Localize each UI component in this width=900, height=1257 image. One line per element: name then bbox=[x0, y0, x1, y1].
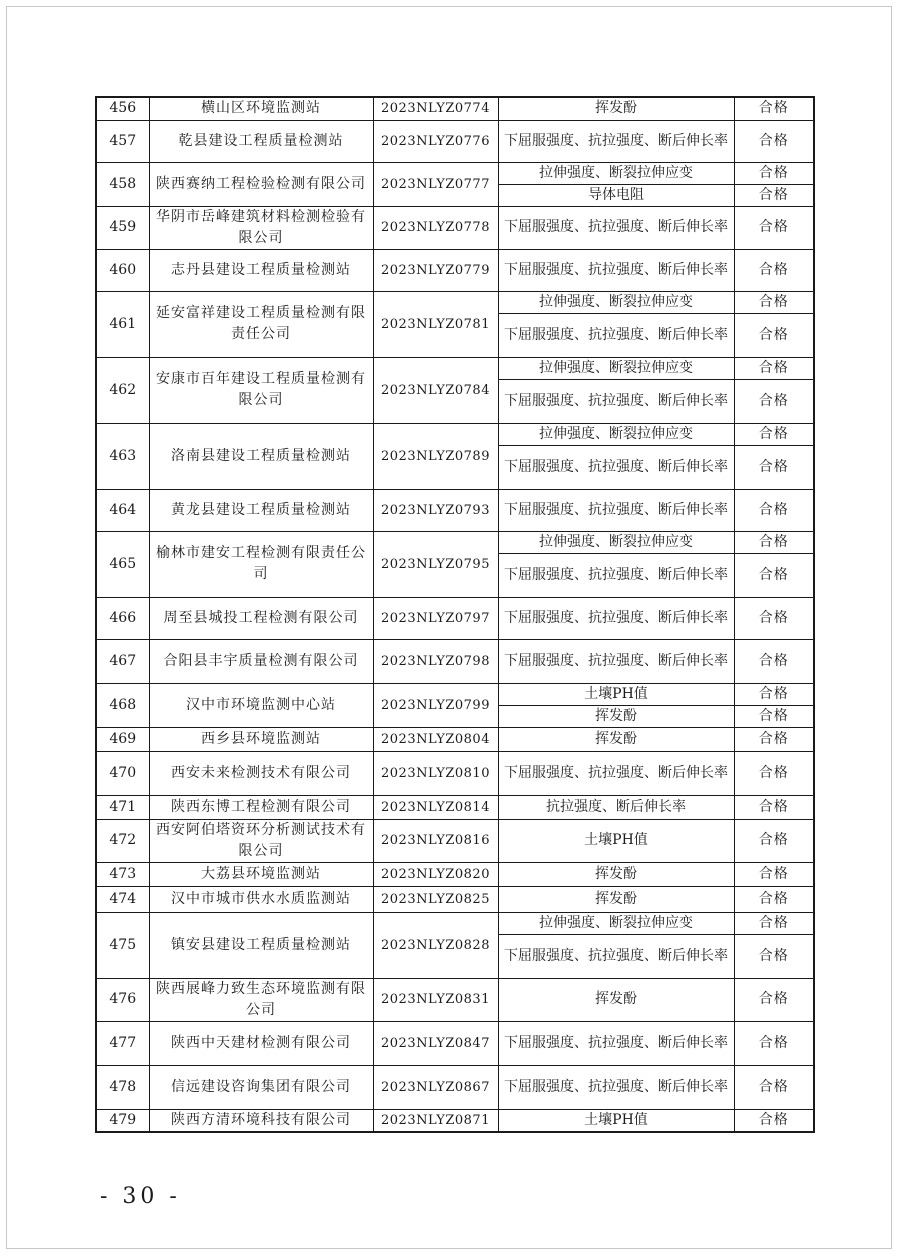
sample-code: 2023NLYZ0828 bbox=[373, 912, 498, 978]
organization-name: 镇安县建设工程质量检测站 bbox=[149, 912, 373, 978]
test-result: 合格 bbox=[734, 912, 814, 934]
test-item: 拉伸强度、断裂拉伸应变 bbox=[498, 357, 734, 379]
sample-code: 2023NLYZ0778 bbox=[373, 206, 498, 249]
test-item: 下屈服强度、抗拉强度、断后伸长率 bbox=[498, 639, 734, 683]
table-row bbox=[96, 751, 814, 795]
row-number: 470 bbox=[96, 751, 149, 795]
organization-name: 周至县城投工程检测有限公司 bbox=[149, 597, 373, 639]
test-result: 合格 bbox=[734, 291, 814, 313]
test-result: 合格 bbox=[734, 705, 814, 727]
sample-code: 2023NLYZ0799 bbox=[373, 683, 498, 727]
organization-name: 榆林市建安工程检测有限责任公司 bbox=[149, 531, 373, 597]
table-row bbox=[96, 639, 814, 683]
test-item: 下屈服强度、抗拉强度、断后伸长率 bbox=[498, 553, 734, 597]
row-number: 469 bbox=[96, 727, 149, 751]
organization-name: 信远建设咨询集团有限公司 bbox=[149, 1065, 373, 1109]
sample-code: 2023NLYZ0816 bbox=[373, 819, 498, 862]
test-item: 挥发酚 bbox=[498, 705, 734, 727]
test-result: 合格 bbox=[734, 553, 814, 597]
organization-name: 西乡县环境监测站 bbox=[149, 727, 373, 751]
row-number: 457 bbox=[96, 120, 149, 162]
test-result: 合格 bbox=[734, 683, 814, 705]
table-row bbox=[96, 291, 814, 313]
organization-name: 华阴市岳峰建筑材料检测检验有限公司 bbox=[149, 206, 373, 249]
sample-code: 2023NLYZ0825 bbox=[373, 886, 498, 912]
row-number: 474 bbox=[96, 886, 149, 912]
test-result: 合格 bbox=[734, 639, 814, 683]
test-item: 拉伸强度、断裂拉伸应变 bbox=[498, 162, 734, 184]
test-result: 合格 bbox=[734, 934, 814, 978]
test-item: 挥发酚 bbox=[498, 886, 734, 912]
table-row bbox=[96, 120, 814, 162]
test-result: 合格 bbox=[734, 819, 814, 862]
sample-code: 2023NLYZ0793 bbox=[373, 489, 498, 531]
table-row bbox=[96, 1021, 814, 1065]
row-number: 471 bbox=[96, 795, 149, 819]
row-number: 463 bbox=[96, 423, 149, 489]
test-item: 下屈服强度、抗拉强度、断后伸长率 bbox=[498, 313, 734, 357]
test-item: 下屈服强度、抗拉强度、断后伸长率 bbox=[498, 379, 734, 423]
table-row bbox=[96, 249, 814, 291]
organization-name: 洛南县建设工程质量检测站 bbox=[149, 423, 373, 489]
table-row bbox=[96, 357, 814, 379]
page-number: - 30 - bbox=[100, 1184, 181, 1209]
test-result: 合格 bbox=[734, 1065, 814, 1109]
organization-name: 横山区环境监测站 bbox=[149, 97, 373, 120]
row-number: 459 bbox=[96, 206, 149, 249]
row-number: 477 bbox=[96, 1021, 149, 1065]
test-item: 挥发酚 bbox=[498, 97, 734, 120]
test-result: 合格 bbox=[734, 249, 814, 291]
organization-name: 大荔县环境监测站 bbox=[149, 862, 373, 886]
test-item: 挥发酚 bbox=[498, 862, 734, 886]
sample-code: 2023NLYZ0774 bbox=[373, 97, 498, 120]
row-number: 456 bbox=[96, 97, 149, 120]
row-number: 466 bbox=[96, 597, 149, 639]
row-number: 467 bbox=[96, 639, 149, 683]
sample-code: 2023NLYZ0776 bbox=[373, 120, 498, 162]
table-row bbox=[96, 886, 814, 912]
test-item: 下屈服强度、抗拉强度、断后伸长率 bbox=[498, 934, 734, 978]
organization-name: 陕西赛纳工程检验检测有限公司 bbox=[149, 162, 373, 206]
table-row bbox=[96, 162, 814, 184]
sample-code: 2023NLYZ0814 bbox=[373, 795, 498, 819]
test-item: 挥发酚 bbox=[498, 727, 734, 751]
row-number: 476 bbox=[96, 978, 149, 1021]
test-result: 合格 bbox=[734, 531, 814, 553]
organization-name: 乾县建设工程质量检测站 bbox=[149, 120, 373, 162]
results-table bbox=[95, 96, 815, 1133]
row-number: 462 bbox=[96, 357, 149, 423]
row-number: 472 bbox=[96, 819, 149, 862]
organization-name: 汉中市环境监测中心站 bbox=[149, 683, 373, 727]
table-row bbox=[96, 423, 814, 445]
organization-name: 陕西方清环境科技有限公司 bbox=[149, 1109, 373, 1132]
organization-name: 合阳县丰宇质量检测有限公司 bbox=[149, 639, 373, 683]
test-result: 合格 bbox=[734, 184, 814, 206]
organization-name: 黄龙县建设工程质量检测站 bbox=[149, 489, 373, 531]
test-result: 合格 bbox=[734, 862, 814, 886]
row-number: 458 bbox=[96, 162, 149, 206]
row-number: 465 bbox=[96, 531, 149, 597]
row-number: 464 bbox=[96, 489, 149, 531]
sample-code: 2023NLYZ0779 bbox=[373, 249, 498, 291]
test-result: 合格 bbox=[734, 379, 814, 423]
row-number: 468 bbox=[96, 683, 149, 727]
row-number: 461 bbox=[96, 291, 149, 357]
sample-code: 2023NLYZ0810 bbox=[373, 751, 498, 795]
sample-code: 2023NLYZ0798 bbox=[373, 639, 498, 683]
table-row bbox=[96, 978, 814, 1021]
test-item: 拉伸强度、断裂拉伸应变 bbox=[498, 423, 734, 445]
test-item: 下屈服强度、抗拉强度、断后伸长率 bbox=[498, 597, 734, 639]
sample-code: 2023NLYZ0795 bbox=[373, 531, 498, 597]
test-result: 合格 bbox=[734, 795, 814, 819]
row-number: 475 bbox=[96, 912, 149, 978]
organization-name: 陕西东博工程检测有限公司 bbox=[149, 795, 373, 819]
table-row bbox=[96, 206, 814, 249]
organization-name: 西安未来检测技术有限公司 bbox=[149, 751, 373, 795]
table-row bbox=[96, 531, 814, 553]
test-item: 下屈服强度、抗拉强度、断后伸长率 bbox=[498, 489, 734, 531]
sample-code: 2023NLYZ0831 bbox=[373, 978, 498, 1021]
table-row bbox=[96, 1065, 814, 1109]
test-result: 合格 bbox=[734, 597, 814, 639]
sample-code: 2023NLYZ0871 bbox=[373, 1109, 498, 1132]
test-result: 合格 bbox=[734, 120, 814, 162]
sample-code: 2023NLYZ0797 bbox=[373, 597, 498, 639]
sample-code: 2023NLYZ0784 bbox=[373, 357, 498, 423]
test-item: 下屈服强度、抗拉强度、断后伸长率 bbox=[498, 751, 734, 795]
test-item: 土壤PH值 bbox=[498, 1109, 734, 1132]
table-row bbox=[96, 912, 814, 934]
test-result: 合格 bbox=[734, 751, 814, 795]
test-item: 下屈服强度、抗拉强度、断后伸长率 bbox=[498, 120, 734, 162]
row-number: 460 bbox=[96, 249, 149, 291]
table-row bbox=[96, 597, 814, 639]
sample-code: 2023NLYZ0847 bbox=[373, 1021, 498, 1065]
organization-name: 汉中市城市供水水质监测站 bbox=[149, 886, 373, 912]
test-item: 下屈服强度、抗拉强度、断后伸长率 bbox=[498, 1065, 734, 1109]
test-result: 合格 bbox=[734, 97, 814, 120]
test-item: 下屈服强度、抗拉强度、断后伸长率 bbox=[498, 1021, 734, 1065]
test-result: 合格 bbox=[734, 886, 814, 912]
test-result: 合格 bbox=[734, 206, 814, 249]
sample-code: 2023NLYZ0867 bbox=[373, 1065, 498, 1109]
sample-code: 2023NLYZ0789 bbox=[373, 423, 498, 489]
table-row bbox=[96, 1109, 814, 1132]
organization-name: 延安富祥建设工程质量检测有限责任公司 bbox=[149, 291, 373, 357]
test-result: 合格 bbox=[734, 1109, 814, 1132]
test-item: 抗拉强度、断后伸长率 bbox=[498, 795, 734, 819]
row-number: 478 bbox=[96, 1065, 149, 1109]
organization-name: 陕西展峰力致生态环境监测有限公司 bbox=[149, 978, 373, 1021]
sample-code: 2023NLYZ0777 bbox=[373, 162, 498, 206]
row-number: 479 bbox=[96, 1109, 149, 1132]
test-item: 下屈服强度、抗拉强度、断后伸长率 bbox=[498, 445, 734, 489]
organization-name: 志丹县建设工程质量检测站 bbox=[149, 249, 373, 291]
test-result: 合格 bbox=[734, 162, 814, 184]
sample-code: 2023NLYZ0820 bbox=[373, 862, 498, 886]
sample-code: 2023NLYZ0781 bbox=[373, 291, 498, 357]
table-row bbox=[96, 795, 814, 819]
test-item: 拉伸强度、断裂拉伸应变 bbox=[498, 912, 734, 934]
table-row bbox=[96, 727, 814, 751]
organization-name: 西安阿伯塔资环分析测试技术有限公司 bbox=[149, 819, 373, 862]
table-row bbox=[96, 862, 814, 886]
test-result: 合格 bbox=[734, 423, 814, 445]
test-result: 合格 bbox=[734, 1021, 814, 1065]
results-table-body bbox=[96, 97, 814, 1132]
row-number: 473 bbox=[96, 862, 149, 886]
table-row bbox=[96, 489, 814, 531]
test-result: 合格 bbox=[734, 727, 814, 751]
test-item: 挥发酚 bbox=[498, 978, 734, 1021]
test-result: 合格 bbox=[734, 489, 814, 531]
test-result: 合格 bbox=[734, 978, 814, 1021]
test-item: 下屈服强度、抗拉强度、断后伸长率 bbox=[498, 249, 734, 291]
test-item: 拉伸强度、断裂拉伸应变 bbox=[498, 291, 734, 313]
test-item: 导体电阻 bbox=[498, 184, 734, 206]
test-item: 土壤PH值 bbox=[498, 683, 734, 705]
table-row bbox=[96, 97, 814, 120]
test-item: 土壤PH值 bbox=[498, 819, 734, 862]
test-item: 拉伸强度、断裂拉伸应变 bbox=[498, 531, 734, 553]
table-row bbox=[96, 683, 814, 705]
sample-code: 2023NLYZ0804 bbox=[373, 727, 498, 751]
organization-name: 安康市百年建设工程质量检测有限公司 bbox=[149, 357, 373, 423]
test-result: 合格 bbox=[734, 445, 814, 489]
table-row bbox=[96, 819, 814, 862]
test-item: 下屈服强度、抗拉强度、断后伸长率 bbox=[498, 206, 734, 249]
test-result: 合格 bbox=[734, 357, 814, 379]
test-result: 合格 bbox=[734, 313, 814, 357]
organization-name: 陕西中天建材检测有限公司 bbox=[149, 1021, 373, 1065]
